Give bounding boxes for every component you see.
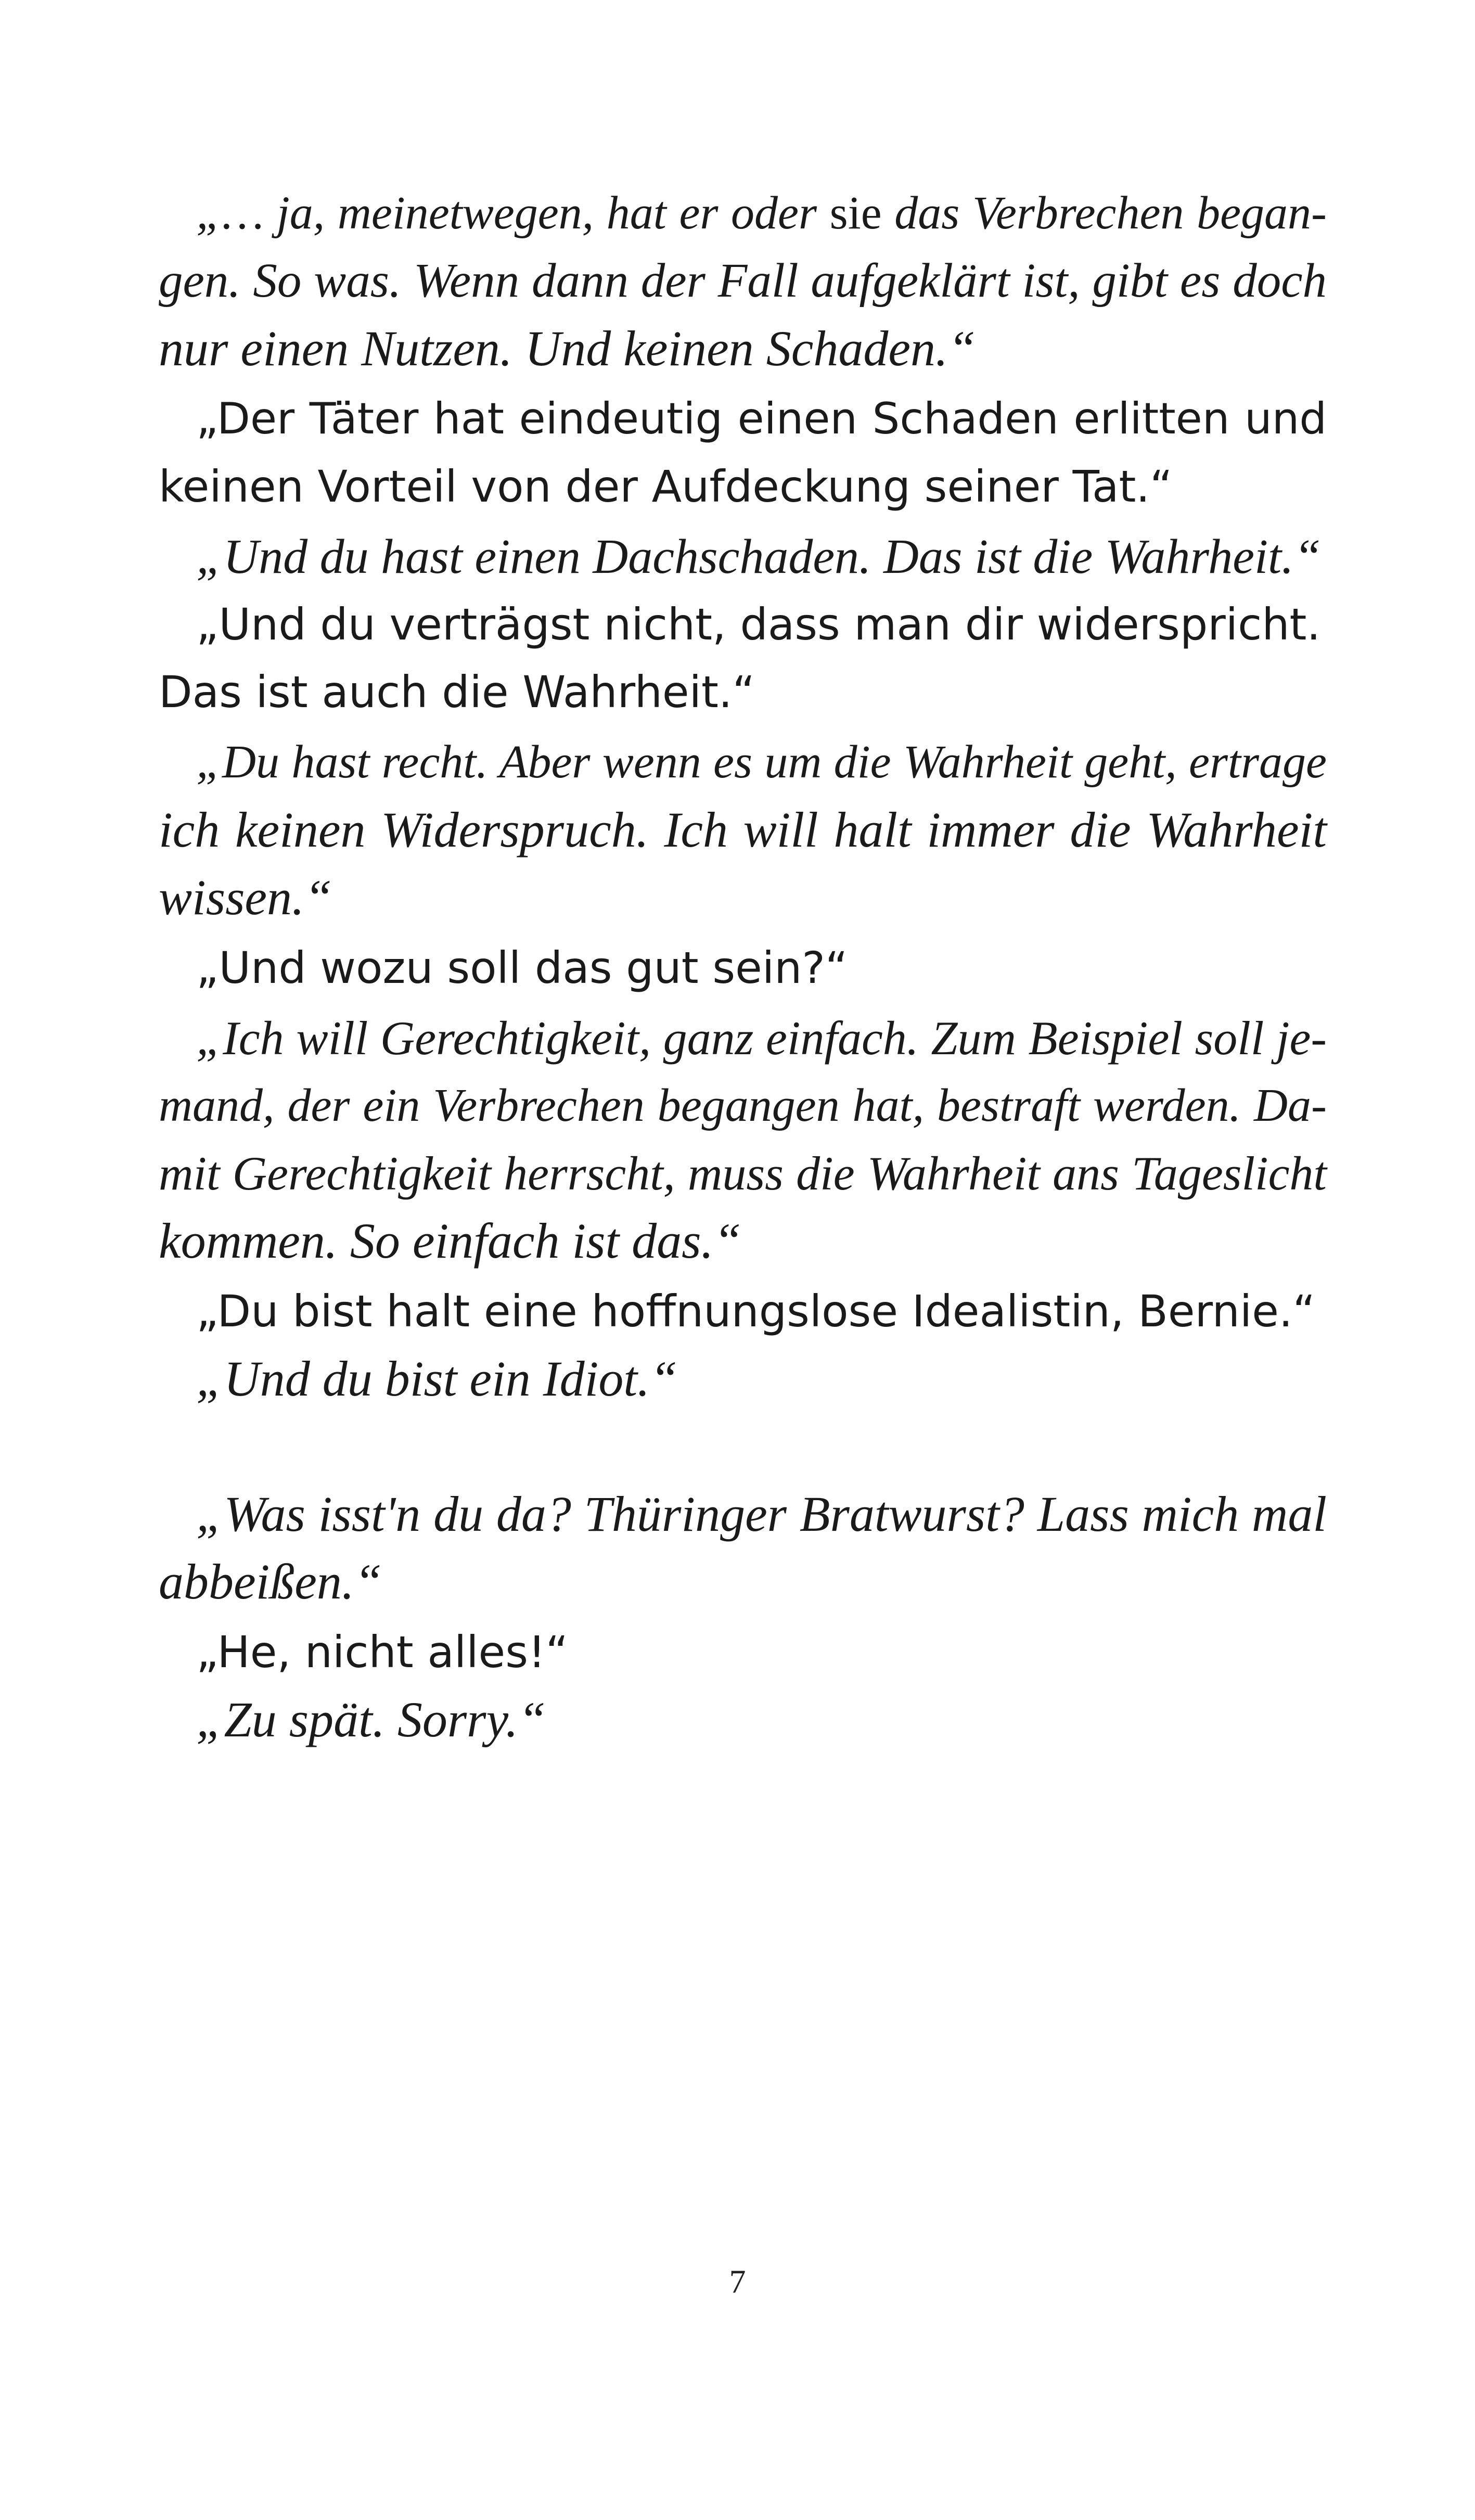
- text-line-12: „Und wozu soll das gut sein?“: [196, 942, 848, 993]
- text-line-18: „Und du bist ein Idiot.“: [196, 1351, 678, 1406]
- line-1-emphasis: sie: [829, 187, 882, 239]
- text-line-16: kommen. So einfach ist das.“: [159, 1213, 741, 1269]
- text-line-9: „Du hast recht. Aber wenn es um die Wahrheit geht, ertrage: [196, 736, 1327, 788]
- text-line-11: wissen.“: [159, 869, 332, 925]
- text-line-2: gen. So was. Wenn dann der Fall aufgeklärt ist, gibt es doch: [159, 254, 1327, 308]
- text-line-21: „He, nicht alles!“: [196, 1627, 569, 1678]
- text-line-22: „Zu spät. Sorry.“: [196, 1692, 546, 1747]
- text-line-6: „Und du hast einen Dachschaden. Das ist die Wahrheit.“: [196, 530, 1321, 584]
- text-line-14: mand, der ein Verbrechen begangen hat, bestraft werden. Da-: [159, 1080, 1327, 1131]
- text-line-7: „Und du verträgst nicht, dass man dir widerspricht.: [196, 599, 1321, 650]
- text-line-8: Das ist auch die Wahrheit.“: [159, 667, 755, 718]
- text-line-3: nur einen Nutzen. Und keinen Schaden.“: [159, 321, 976, 376]
- text-line-4: „Der Täter hat eindeutig einen Schaden erlitten und: [196, 393, 1327, 444]
- text-line-1: [159, 180, 1327, 247]
- text-line-17: „Du bist halt eine hoffnungslose Idealistin, Bernie.“: [196, 1286, 1316, 1337]
- text-line-15: mit Gerechtigkeit herrscht, muss die Wahrheit ans Tageslicht: [159, 1147, 1327, 1200]
- text-line-5: keinen Vorteil von der Aufdeckung seiner Tat.“: [159, 461, 1173, 512]
- text-line-20: abbeißen.“: [159, 1554, 382, 1609]
- text-line-10: ich keinen Widerspruch. Ich will halt immer die Wahrheit: [159, 802, 1327, 858]
- page-number: 7: [729, 2263, 746, 2300]
- line-1-part-c: das Verbrechen began-: [881, 187, 1327, 239]
- line-1-part-a: „… ja, meinetwegen, hat er oder: [196, 187, 830, 239]
- text-line-19: „Was isst'n du da? Thüringer Bratwurst? Lass mich mal: [196, 1486, 1327, 1542]
- text-line-13: „Ich will Gerechtigkeit, ganz einfach. Zum Beispiel soll je-: [196, 1012, 1327, 1065]
